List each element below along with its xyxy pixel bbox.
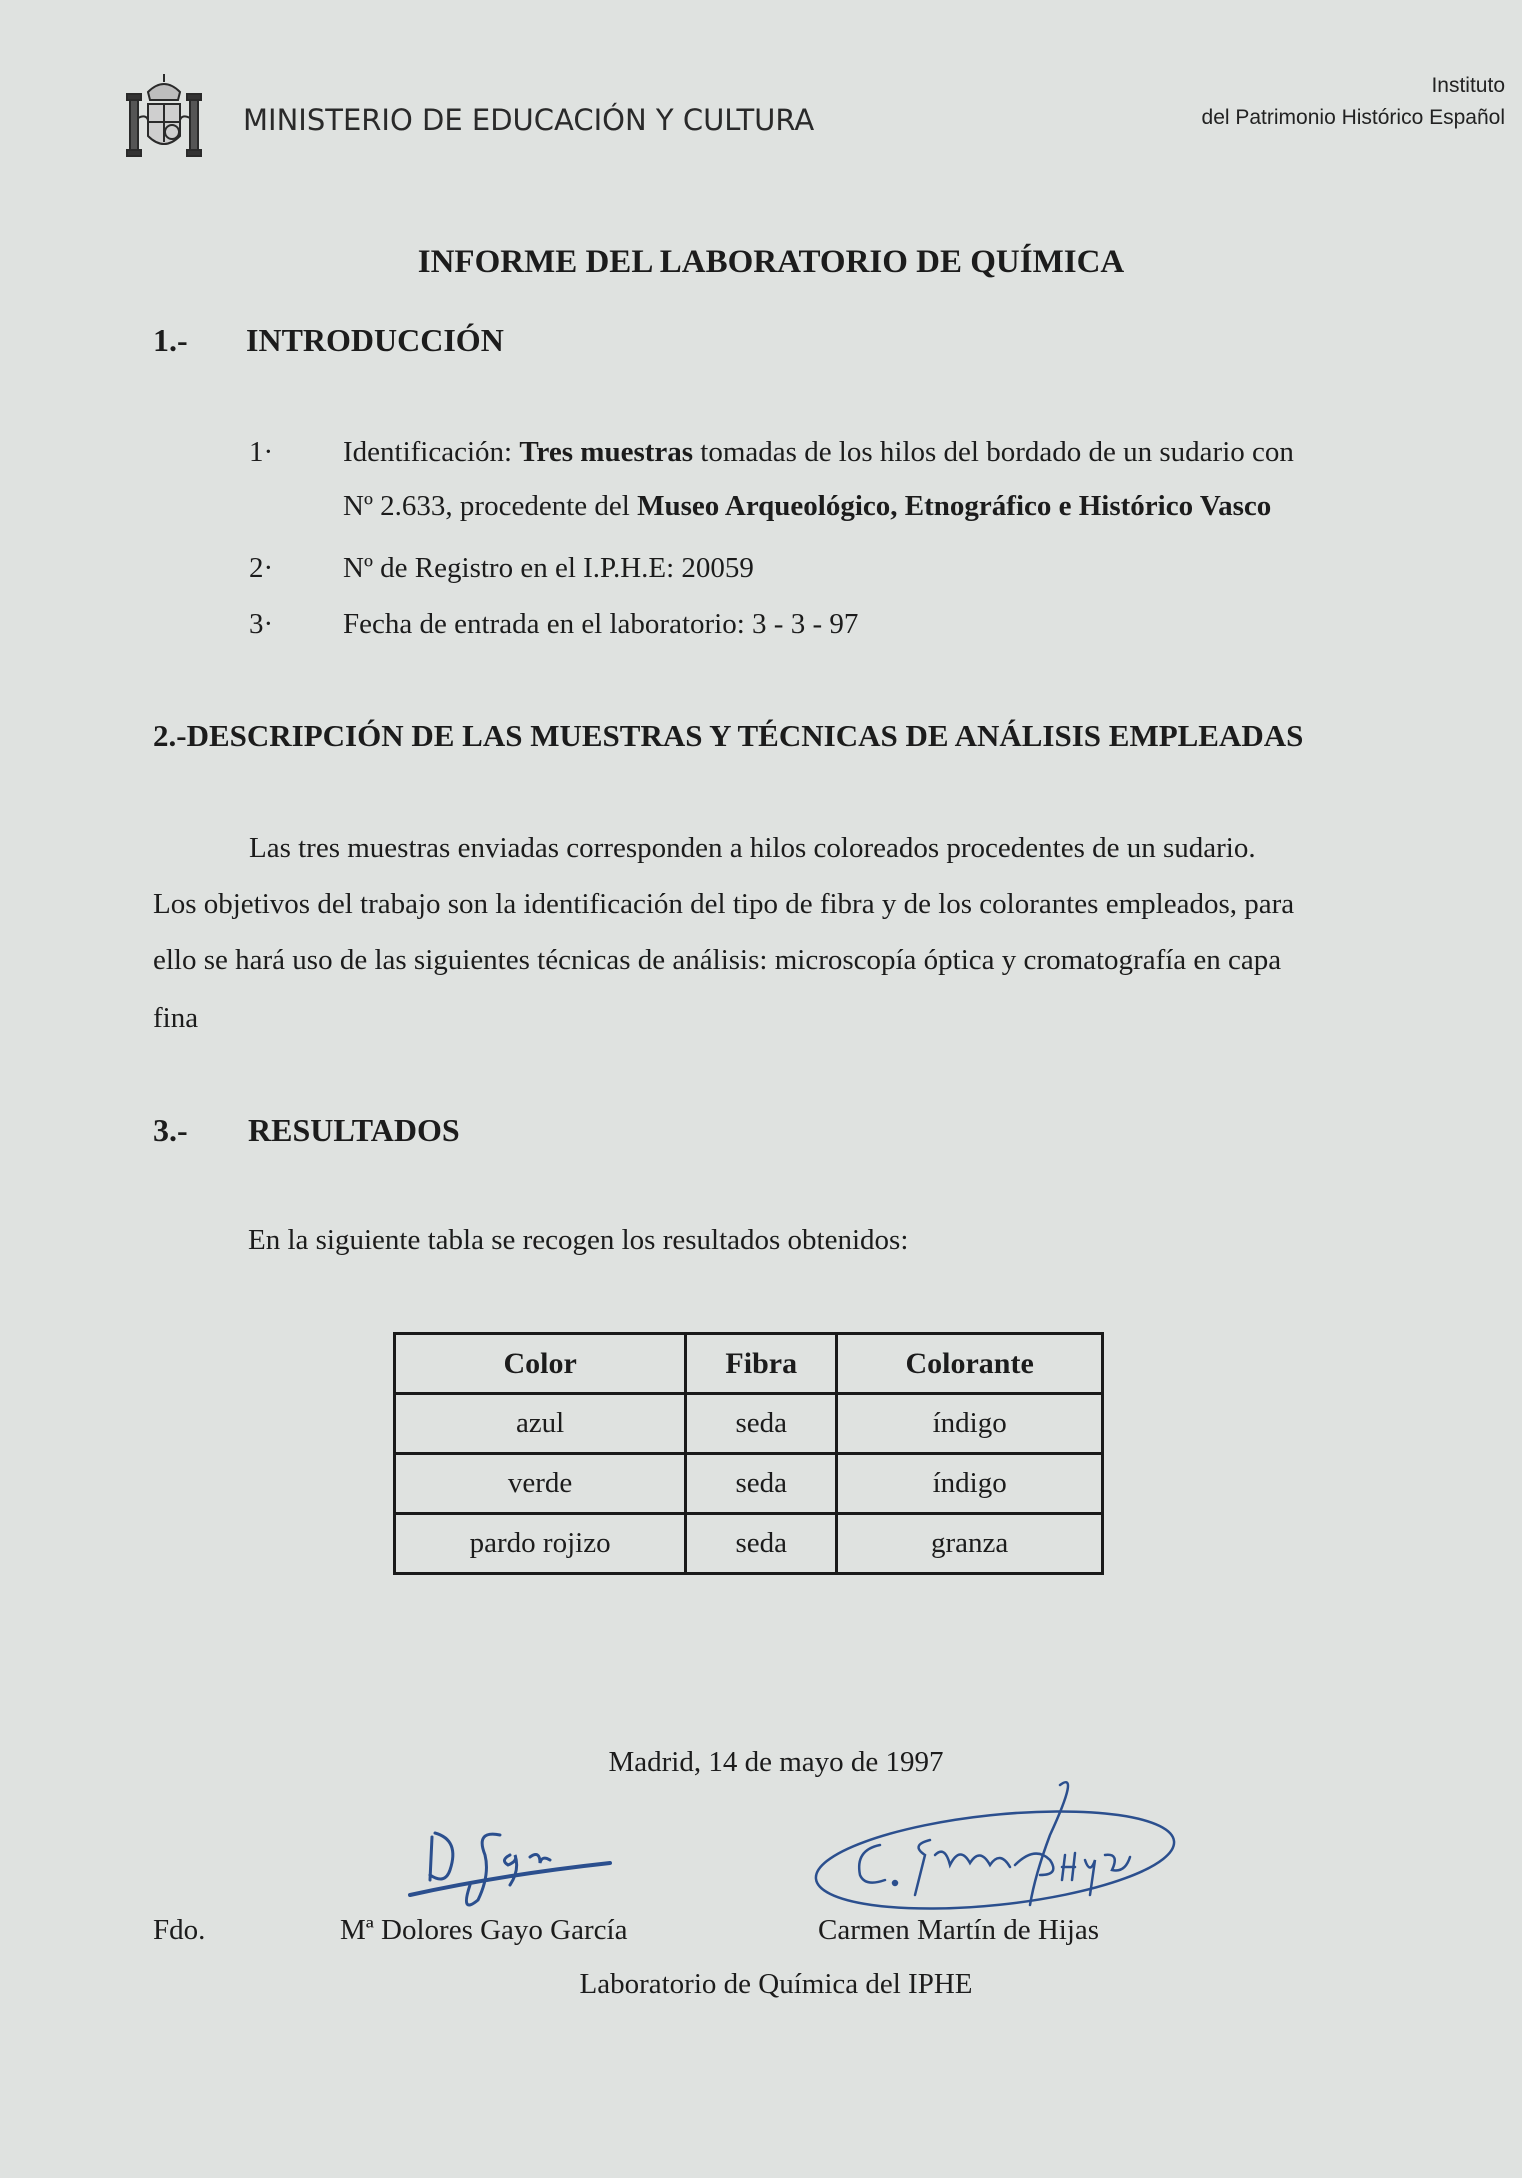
institute-line-2: del Patrimonio Histórico Español: [1201, 106, 1505, 129]
section2-line-4: fina: [153, 1002, 199, 1034]
cell-color: azul: [395, 1394, 686, 1454]
cell-colorante: índigo: [837, 1394, 1103, 1454]
section3-number: 3.-: [153, 1112, 188, 1148]
item1-label: Identificación:: [343, 436, 520, 468]
ministry-name: MINISTERIO DE EDUCACIÓN Y CULTURA: [243, 103, 815, 137]
table-row: [395, 1514, 1103, 1574]
item1-text: [343, 436, 1294, 469]
item3-number: 3·: [249, 608, 274, 640]
item3-text: Fecha de entrada en el laboratorio: 3 - 3 - 97: [343, 608, 859, 640]
coat-of-arms-logo: [118, 70, 210, 162]
museum-name: Museo Arqueológico, Etnográfico e Histórico Vasco: [637, 490, 1272, 522]
table-row: [395, 1394, 1103, 1454]
coat-of-arms-icon: [118, 70, 210, 162]
section3-title: RESULTADOS: [248, 1112, 460, 1148]
item2-text: Nº de Registro en el I.P.H.E: 20059: [343, 552, 754, 584]
item1-rest: tomadas de los hilos del bordado de un sudario con: [693, 436, 1294, 468]
signature-gayo: [390, 1815, 620, 1925]
signature-martin: [800, 1775, 1180, 1925]
institute-line-1: Instituto: [1431, 74, 1505, 97]
signed-label: Fdo.: [153, 1914, 206, 1946]
cell-colorante: índigo: [837, 1454, 1103, 1514]
place-date: Madrid, 14 de mayo de 1997: [608, 1746, 944, 1778]
item2-number: 2·: [249, 552, 274, 584]
cell-colorante: granza: [837, 1514, 1103, 1574]
report-title: INFORME DEL LABORATORIO DE QUÍMICA: [417, 244, 1125, 280]
item1-text-line2: [343, 490, 1271, 523]
section2-title: 2.-DESCRIPCIÓN DE LAS MUESTRAS Y TÉCNICAS DE ANÁLISIS EMPLEADAS: [153, 718, 1304, 753]
section2-line-2: Los objetivos del trabajo son la identificación del tipo de fibra y de los colorantes empleados, para: [153, 888, 1295, 920]
item1-number: 1·: [249, 436, 274, 468]
table-row: [395, 1454, 1103, 1514]
results-table: [393, 1332, 1104, 1575]
cell-color: pardo rojizo: [395, 1514, 686, 1574]
header-fibra: Fibra: [686, 1334, 837, 1394]
cell-fibra: seda: [686, 1394, 837, 1454]
section1-number: 1.-: [153, 322, 188, 358]
table-header-row: [395, 1334, 1103, 1394]
item1-line2-prefix: Nº 2.633, procedente del: [343, 490, 638, 522]
header-colorante: Colorante: [837, 1334, 1103, 1394]
institute-name: [1202, 70, 1505, 134]
cell-fibra: seda: [686, 1514, 837, 1574]
section2-line-1: Las tres muestras enviadas corresponden a hilos coloreados procedentes de un sudario.: [249, 832, 1256, 864]
section3-intro: En la siguiente tabla se recogen los resultados obtenidos:: [248, 1224, 909, 1256]
signer1-name: Mª Dolores Gayo García: [340, 1914, 628, 1946]
cell-fibra: seda: [686, 1454, 837, 1514]
item1-bold: Tres muestras: [519, 436, 694, 468]
header-color: Color: [395, 1334, 686, 1394]
lab-name: Laboratorio de Química del IPHE: [579, 1968, 973, 2000]
section2-line-3: ello se hará uso de las siguientes técnicas de análisis: microscopía óptica y cromatografía en capa: [153, 944, 1282, 976]
cell-color: verde: [395, 1454, 686, 1514]
signer2-name: Carmen Martín de Hijas: [818, 1914, 1100, 1946]
section1-title: INTRODUCCIÓN: [246, 322, 504, 358]
